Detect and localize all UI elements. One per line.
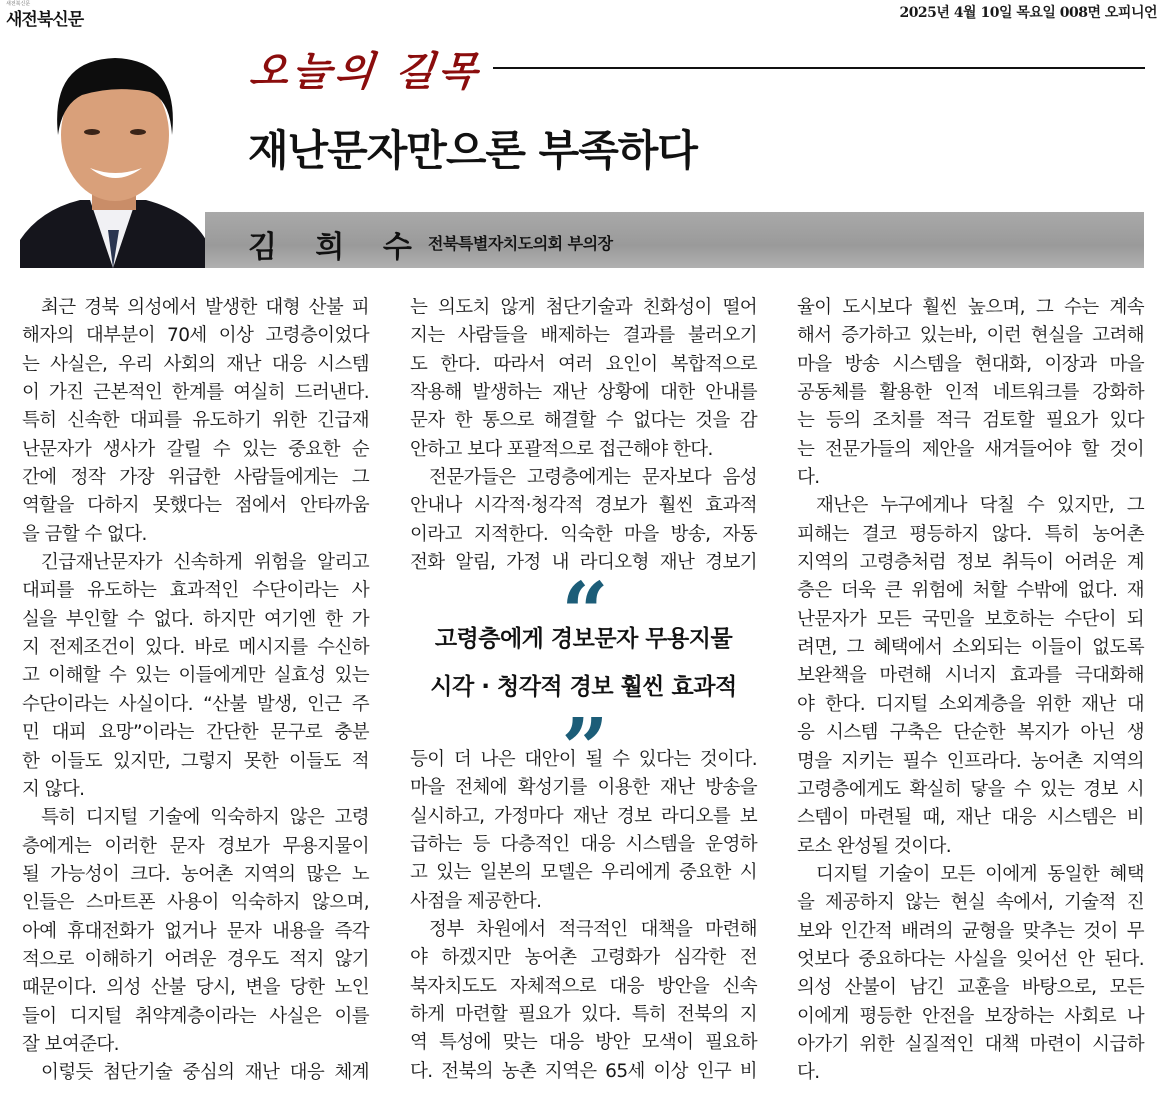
text-line: 아예 휴대전화가 없거나 문자 내용을 즉각 xyxy=(22,920,369,942)
text-line: 지 않다. xyxy=(22,778,85,800)
text-line: 전문가들은 고령층에게는 문자보다 음성 xyxy=(429,467,757,489)
divider xyxy=(493,67,1145,69)
text-line: 전화 알림, 가정 내 라디오형 재난 경보기 xyxy=(410,552,757,574)
text-line: 다. xyxy=(797,1062,820,1084)
text-line: 실시하고, 가정마다 재난 경보 라디오를 보 xyxy=(410,805,757,827)
close-quote-icon: ” xyxy=(561,701,609,797)
text-line: 응 시스템 구축은 단순한 복지가 아닌 생 xyxy=(797,722,1144,744)
text-line: 이 가진 근본적인 한계를 여실히 드러낸다. xyxy=(22,382,369,404)
text-line: 인들은 스마트폰 사용이 익숙하지 않으며, xyxy=(22,892,369,914)
text-line: 이라고 지적한다. 익숙한 마을 방송, 자동 xyxy=(410,523,757,545)
text-line: 긴급재난문자가 신속하게 위험을 알리고 xyxy=(41,552,369,574)
series-title: 오늘의 길목 xyxy=(247,48,484,95)
text-line: 로소 완성될 것이다. xyxy=(797,835,952,857)
text-line: 이에게 평등한 안전을 보장하는 사회로 나 xyxy=(797,1005,1144,1027)
author-name: 김 희 수 xyxy=(248,230,426,265)
text-line: 려면, 그 혜택에서 소외되는 이들이 없도록 xyxy=(797,637,1144,659)
article-column-2-top xyxy=(410,294,757,577)
text-line: 는 등의 조치를 적극 검토할 필요가 있다 xyxy=(797,410,1144,432)
text-line: 북자치도도 자체적으로 대응 방안을 신속 xyxy=(410,975,757,997)
text-line: 특히 신속한 대피를 유도하기 위한 긴급재 xyxy=(22,410,369,432)
text-line: 이렇듯 첨단기술 중심의 재난 대응 체계 xyxy=(41,1062,369,1084)
text-line: 잘 보여준다. xyxy=(22,1033,119,1055)
dateline: 2025년 4월 10일 목요일 008면 오피니언 xyxy=(899,5,1157,21)
text-line: 층에게는 이러한 문자 경보가 무용지물이 xyxy=(22,835,369,857)
text-line: 역 특성에 맞는 대응 방안 모색이 필요하 xyxy=(410,1032,757,1054)
text-line: 역할을 다하지 못했다는 점에서 안타까움 xyxy=(22,495,369,517)
text-line: 명을 지키는 필수 인프라다. 농어촌 지역의 xyxy=(797,750,1144,772)
text-line: 다. 전북의 농촌 지역은 65세 이상 인구 비 xyxy=(410,1060,757,1082)
newspaper-logo: 새전북신문 xyxy=(6,10,84,30)
text-line: 지는 사람들을 배제하는 결과를 불러오기 xyxy=(410,325,757,347)
text-line: 아가기 위한 실질적인 대책 마련이 시급하 xyxy=(797,1033,1144,1055)
text-line: 최근 경북 의성에서 발생한 대형 산불 피 xyxy=(41,297,369,318)
text-line: 층은 더욱 큰 위험에 처할 수밖에 없다. 재 xyxy=(797,580,1144,602)
headline: 재난문자만으론 부족하다 xyxy=(248,126,697,175)
text-line: 공동체를 활용한 인적 네트워크를 강화하 xyxy=(797,382,1144,404)
text-line: 디지털 기술이 모든 이에게 동일한 혜택 xyxy=(816,863,1144,885)
text-line: 을 금할 수 없다. xyxy=(22,523,147,545)
text-line: 을 제공하지 않는 현실 속에서, 기술적 진 xyxy=(797,892,1144,914)
text-line: 사점을 제공한다. xyxy=(410,890,542,912)
text-line: 민 대피 요망”이라는 간단한 문구로 충분 xyxy=(22,722,369,744)
text-line: 고령층에게도 확실히 닿을 수 있는 경보 시 xyxy=(797,778,1144,800)
text-line: 특히 디지털 기술에 익숙하지 않은 고령 xyxy=(41,807,369,829)
text-line: 난문자가 모든 국민을 보호하는 수단이 되 xyxy=(797,608,1144,630)
text-line: 안내나 시각적·청각적 경보가 훨씬 효과적 xyxy=(410,495,757,517)
logo-tagline: 새전북신문 xyxy=(6,1,31,7)
text-line: 보완책을 마련해 시너지 효과를 극대화해 xyxy=(797,665,1144,687)
text-line: 야 한다. 디지털 소외계층을 위한 재난 대 xyxy=(797,693,1144,715)
text-line: 지역의 고령층처럼 정보 취득이 어려운 계 xyxy=(797,552,1144,574)
text-line: 때문이다. 의성 산불 당시, 변을 당한 노인 xyxy=(22,977,369,999)
text-line: 해서 증가하고 있는바, 이런 현실을 고려해 xyxy=(797,325,1144,347)
article-column-1 xyxy=(22,294,369,1088)
article-column-2-bottom xyxy=(410,746,757,1086)
text-line: 스템이 마련될 때, 재난 대응 시스템은 비 xyxy=(797,807,1144,829)
text-line: 등이 더 나은 대안이 될 수 있다는 것이다. xyxy=(410,749,757,770)
text-line: 적으로 이해하기 어려운 경우도 적지 않기 xyxy=(22,948,369,970)
text-line: 급하는 등 다층적인 대응 시스템을 운영하 xyxy=(410,834,757,856)
text-line: 율이 도시보다 훨씬 높으며, 그 수는 계속 xyxy=(797,297,1144,318)
text-line: 고 이해할 수 있는 이들에게만 실효성 있는 xyxy=(22,665,369,687)
text-line: 야 하겠지만 농어촌 고령화가 심각한 전 xyxy=(410,947,757,969)
pullquote-line-2: 시각 · 청각적 경보 훨씬 효과적 xyxy=(430,674,737,700)
text-line: 난문자가 생사가 갈릴 수 있는 중요한 순 xyxy=(22,438,369,460)
text-line: 들이 디지털 취약계층이라는 사실은 이를 xyxy=(22,1005,369,1027)
text-line: 의성 산불이 남긴 교훈을 바탕으로, 모든 xyxy=(797,977,1144,999)
text-line: 마을 전체에 확성기를 이용한 재난 방송을 xyxy=(410,777,757,799)
text-line: 간에 정작 가장 위급한 사람들에게는 그 xyxy=(22,467,369,489)
text-line: 는 의도치 않게 첨단기술과 친화성이 떨어 xyxy=(410,297,757,318)
text-line: 문자 한 통으로 해결할 수 없다는 것을 감 xyxy=(410,410,757,432)
author-title: 전북특별자치도의회 부의장 xyxy=(428,234,613,253)
text-line: 수단이라는 사실이다. “산불 발생, 인근 주 xyxy=(22,693,369,715)
text-line: 재난은 누구에게나 닥칠 수 있지만, 그 xyxy=(816,495,1144,517)
text-line: 는 전문가들의 제안을 새겨들어야 할 것이 xyxy=(797,438,1144,460)
text-line: 실을 부인할 수 없다. 하지만 여기엔 한 가 xyxy=(22,608,369,630)
text-line: 작용해 발생하는 재난 상황에 대한 안내를 xyxy=(410,382,757,404)
author-photo xyxy=(20,40,206,268)
text-line: 피해는 결코 평등하지 않다. 특히 농어촌 xyxy=(797,523,1144,545)
open-quote-icon: “ xyxy=(561,565,609,661)
text-line: 안하고 보다 포괄적으로 접근해야 한다. xyxy=(410,438,713,460)
pullquote-line-1: 고령층에게 경보문자 무용지물 xyxy=(434,626,733,652)
text-line: 정부 차원에서 적극적인 대책을 마련해 xyxy=(429,919,757,941)
text-line: 지 전제조건이 있다. 바로 메시지를 수신하 xyxy=(22,637,369,659)
text-line: 도 한다. 따라서 여러 요인이 복합적으로 xyxy=(410,353,757,375)
text-line: 대피를 유도하는 효과적인 수단이라는 사 xyxy=(22,580,369,602)
text-line: 고 있는 일본의 모델은 우리에게 중요한 시 xyxy=(410,862,757,884)
text-line: 다. xyxy=(797,467,820,489)
text-line: 엇보다 중요하다는 사실을 잊어선 안 된다. xyxy=(797,948,1144,970)
text-line: 는 사실은, 우리 사회의 재난 대응 시스템 xyxy=(22,353,369,375)
text-line: 하게 마련할 필요가 있다. 특히 전북의 지 xyxy=(410,1004,757,1026)
text-line: 마을 방송 시스템을 현대화, 이장과 마을 xyxy=(797,353,1144,375)
text-line: 보와 인간적 배려의 균형을 맞추는 것이 무 xyxy=(797,920,1144,942)
text-line: 될 가능성이 크다. 농어촌 지역의 많은 노 xyxy=(22,863,369,885)
text-line: 해자의 대부분이 70세 이상 고령층이었다 xyxy=(22,325,369,347)
text-line: 한 이들도 있지만, 그렇지 못한 이들도 적 xyxy=(22,750,369,772)
article-column-3 xyxy=(797,294,1144,1088)
